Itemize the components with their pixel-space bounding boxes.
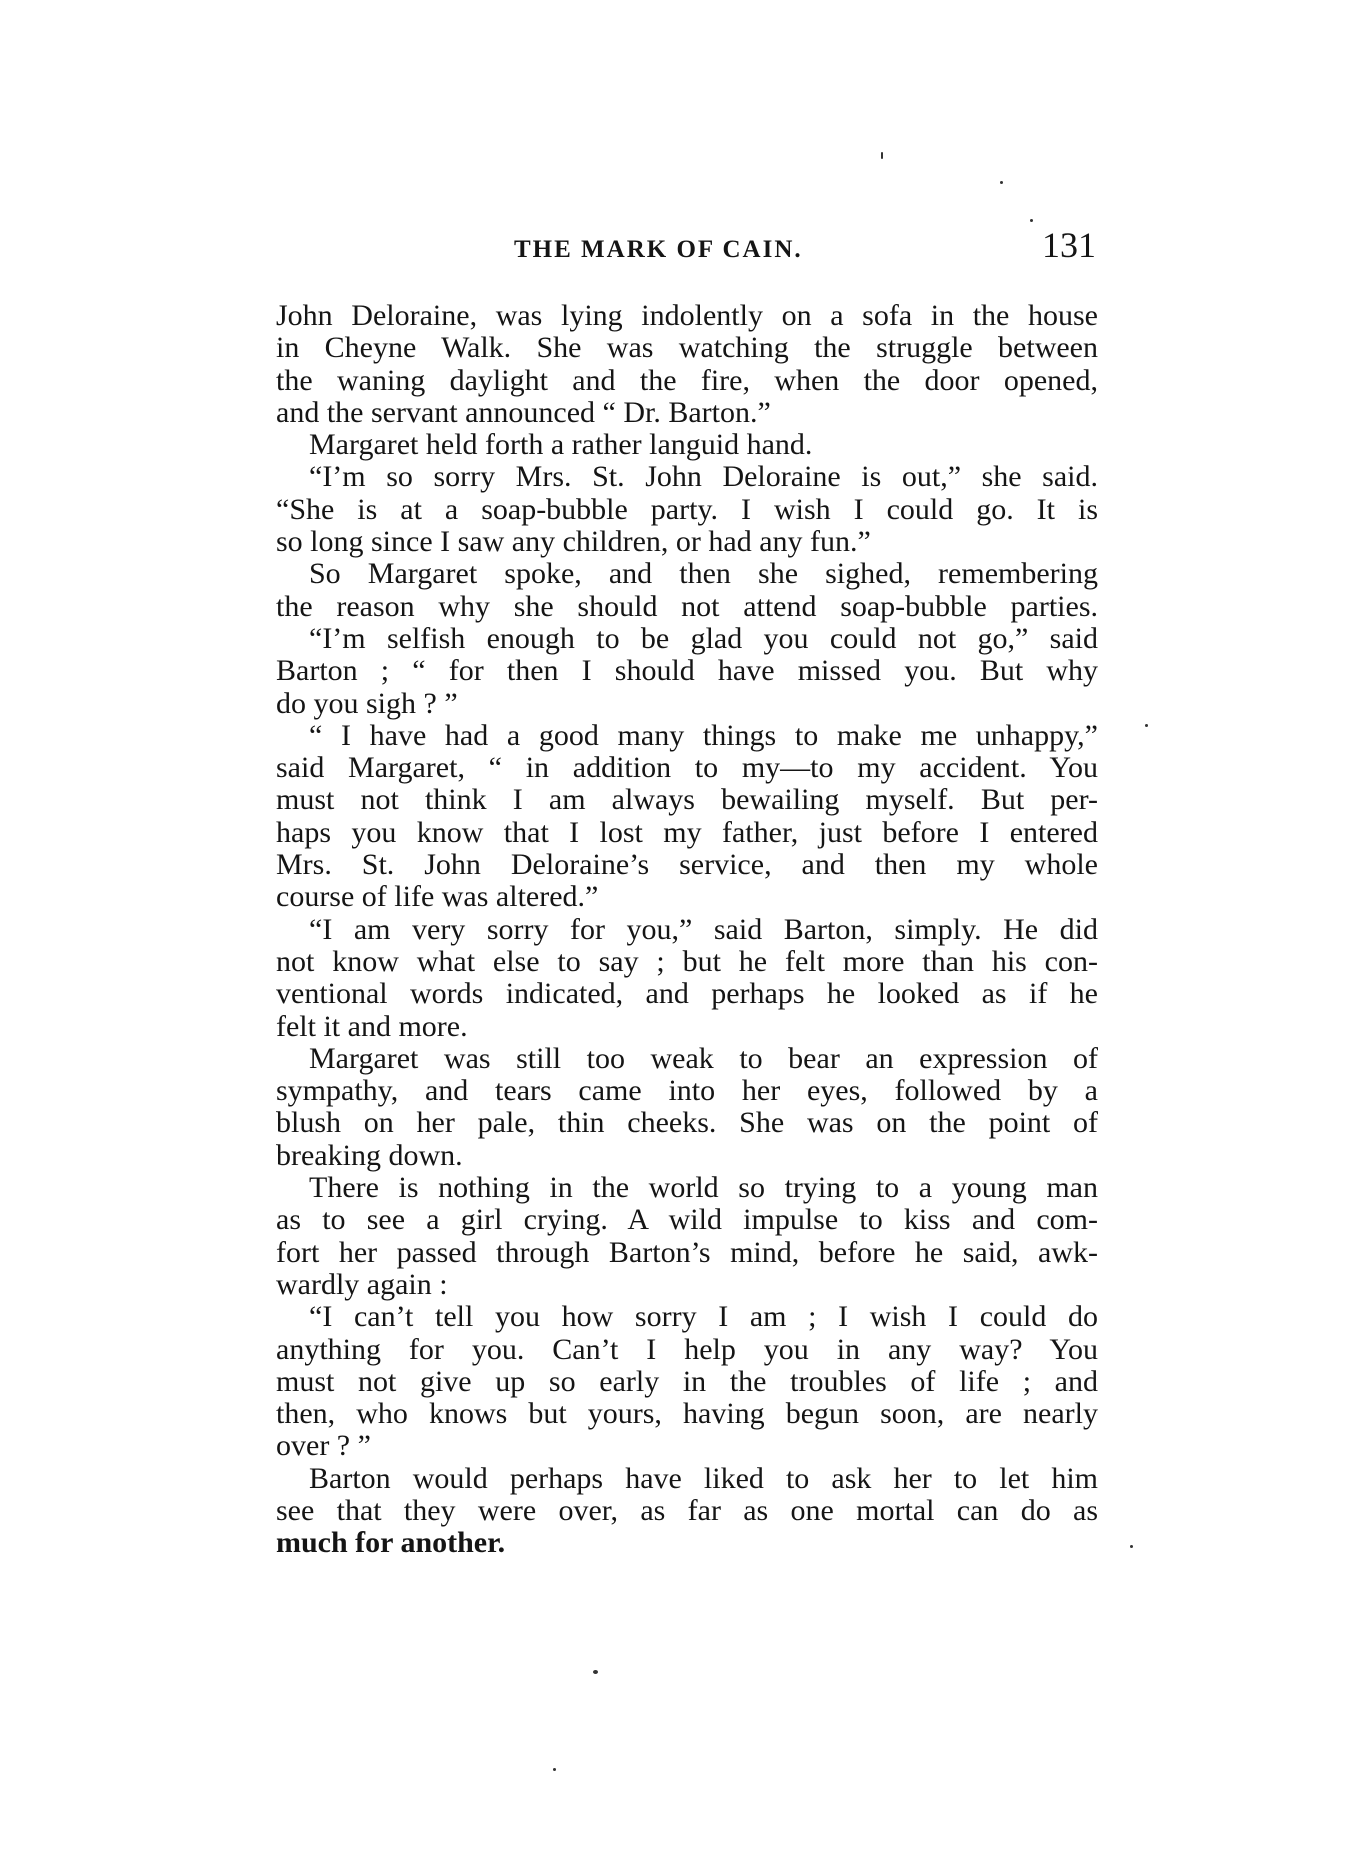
text-line: “I am very sorry for you,” said Barton, simply. He did [309, 912, 1098, 946]
text-line: the reason why she should not attend soap-bubble parties. [276, 589, 1098, 623]
text-line: breaking down. [276, 1138, 463, 1172]
text-line: Margaret held forth a rather languid hand. [309, 428, 813, 462]
text-line: as to see a girl crying. A wild impulse to kiss and com- [276, 1203, 1098, 1237]
text-line: must not give up so early in the troubles of life ; and [276, 1364, 1098, 1398]
text-line: so long since I saw any children, or had any fun.” [276, 525, 871, 559]
text-line: So Margaret spoke, and then she sighed, remembering [309, 557, 1098, 591]
text-line: must not think I am always bewailing myself. But per- [276, 783, 1098, 817]
text-line: “ I have had a good many things to make me unhappy,” [309, 718, 1098, 752]
text-line: Barton would perhaps have liked to ask her to let him [309, 1461, 1098, 1495]
text-line: felt it and more. [276, 1009, 468, 1043]
text-line: Margaret was still too weak to bear an expression of [309, 1041, 1098, 1075]
scan-speck [593, 1670, 598, 1674]
text-line: blush on her pale, thin cheeks. She was on the point of [276, 1106, 1098, 1140]
text-line: then, who knows but yours, having begun soon, are nearly [276, 1397, 1098, 1431]
text-line: ventional words indicated, and perhaps he looked as if he [276, 977, 1098, 1011]
page-number: 131 [1042, 225, 1096, 265]
page-header [276, 222, 1098, 282]
scan-speck [553, 1768, 556, 1771]
scan-speck [881, 152, 883, 159]
text-line: anything for you. Can’t I help you in any way? You [276, 1332, 1098, 1366]
text-line: “I can’t tell you how sorry I am ; I wish I could do [309, 1300, 1098, 1334]
text-line: do you sigh ? ” [276, 686, 458, 720]
scan-speck [1130, 1545, 1133, 1548]
text-line: haps you know that I lost my father, just before I entered [276, 815, 1098, 849]
text-line: not know what else to say ; but he felt more than his con- [276, 944, 1098, 978]
text-line: Barton ; “ for then I should have missed you. But why [276, 654, 1098, 688]
text-line: the waning daylight and the fire, when the door opened, [276, 363, 1098, 397]
text-line: John Deloraine, was lying indolently on a sofa in the house [276, 299, 1098, 332]
scan-speck [1030, 219, 1033, 222]
scan-speck [1145, 724, 1148, 727]
text-line: much for another. [276, 1526, 506, 1560]
text-line: fort her passed through Barton’s mind, before he said, awk- [276, 1235, 1098, 1269]
text-line: course of life was altered.” [276, 880, 599, 914]
text-line: sympathy, and tears came into her eyes, followed by a [276, 1074, 1098, 1108]
text-line: see that they were over, as far as one mortal can do as [276, 1493, 1098, 1527]
text-line: said Margaret, “ in addition to my—to my accident. You [276, 751, 1098, 785]
text-line: wardly again : [276, 1267, 448, 1301]
scan-speck [1000, 181, 1003, 184]
body-text [276, 300, 1098, 1560]
text-line: There is nothing in the world so trying to a young man [309, 1171, 1098, 1205]
text-line: “I’m selfish enough to be glad you could not go,” said [309, 621, 1098, 655]
text-line: Mrs. St. John Deloraine’s service, and then my whole [276, 848, 1098, 882]
text-line: in Cheyne Walk. She was watching the struggle between [276, 331, 1098, 365]
running-title: THE MARK OF CAIN. [514, 236, 803, 263]
text-line: “She is at a soap-bubble party. I wish I could go. It is [276, 492, 1098, 526]
text-line: and the servant announced “ Dr. Barton.” [276, 395, 771, 429]
text-line: over ? ” [276, 1429, 371, 1463]
text-line: “I’m so sorry Mrs. St. John Deloraine is out,” she said. [309, 460, 1098, 494]
